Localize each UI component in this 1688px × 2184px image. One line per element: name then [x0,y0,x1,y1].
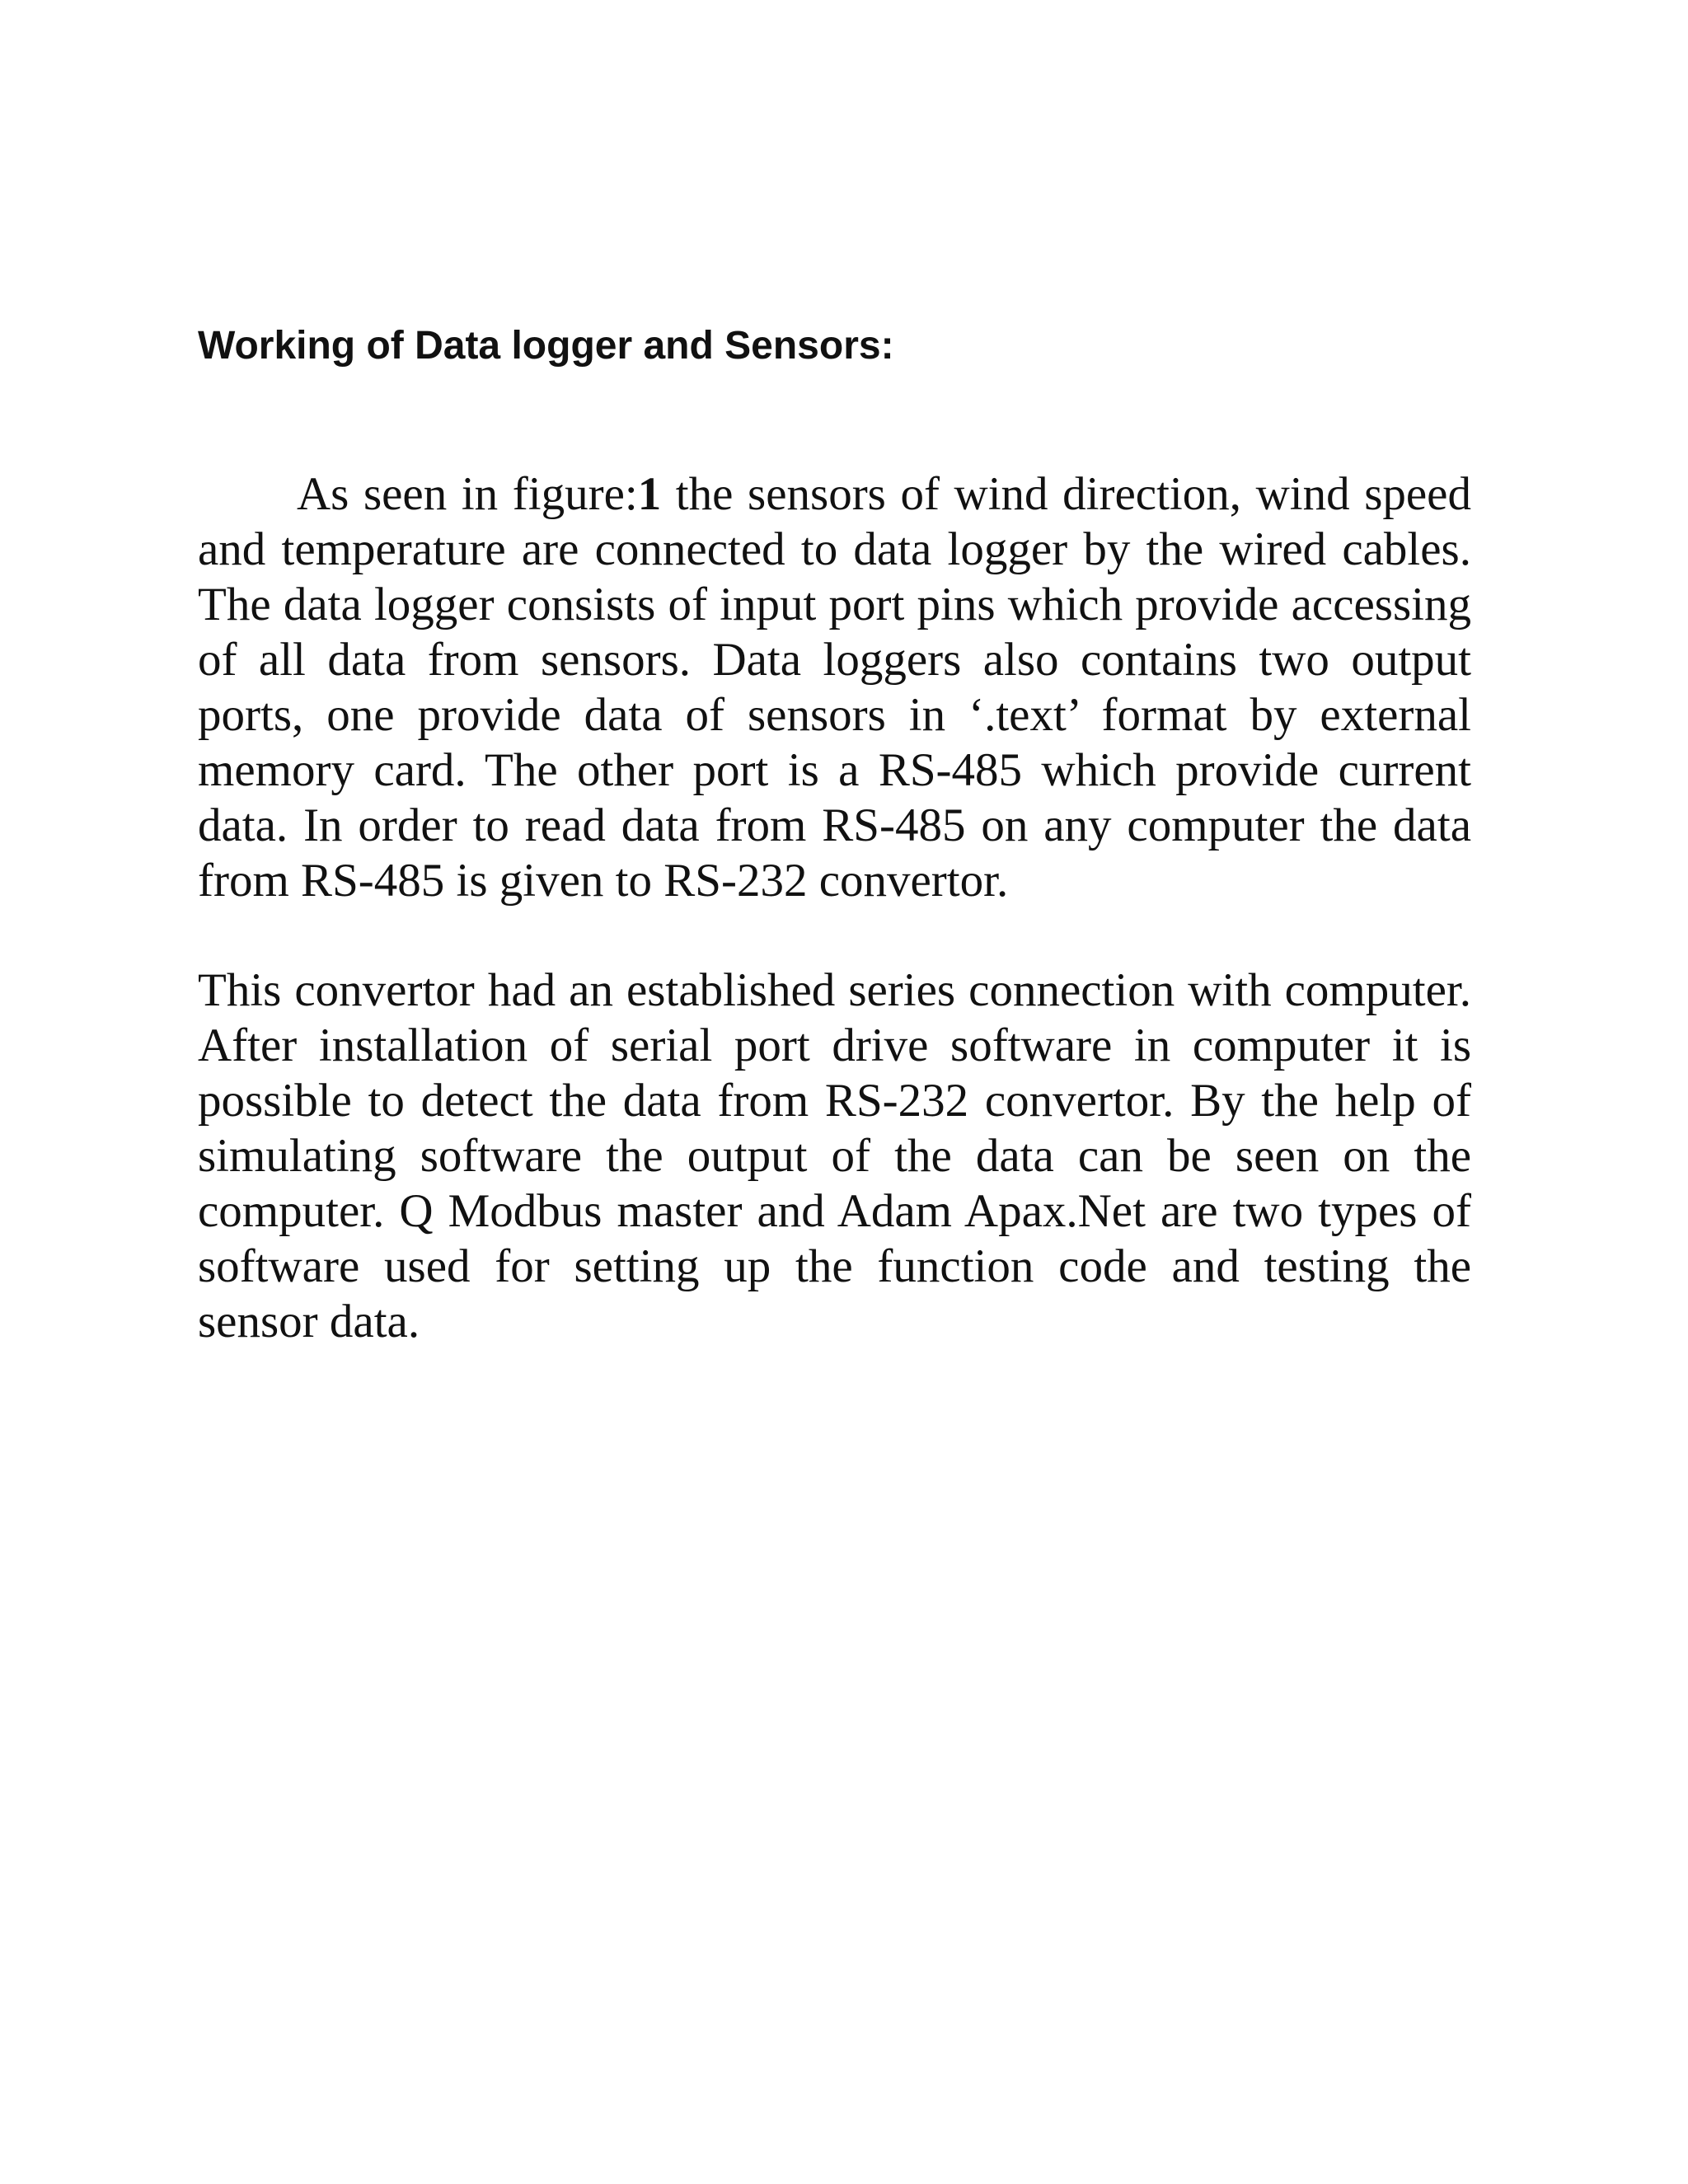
paragraph-1-body: the sensors of wind direction, wind speed and temperature are connected to data logger by the wired cables. The data logger consists of input port pins which provide accessing of all data from sensors. Data loggers also contains two output ports, one provide data of sensors in ‘.text’ format by external memory card. The other port is a RS-485 which provide current data. In order to read data from RS-485 on any computer the data from RS-485 is given to RS-232 convertor. [198,468,1471,907]
figure-reference: 1 [637,468,662,520]
paragraph-1-intro: As seen in figure: [297,468,638,520]
section-heading: Working of Data logger and Sensors: [198,324,894,368]
paragraph-1 [198,466,1471,908]
paragraph-2: This convertor had an established series connection with computer. After installation of serial port drive software in computer it is possible to detect the data from RS-232 convertor. By the help of simulating software the output of the data can be seen on the computer. Q Modbus master and Adam Apax.Net are two types of software used for setting up the function code and testing the sensor data. [198,964,1471,1347]
